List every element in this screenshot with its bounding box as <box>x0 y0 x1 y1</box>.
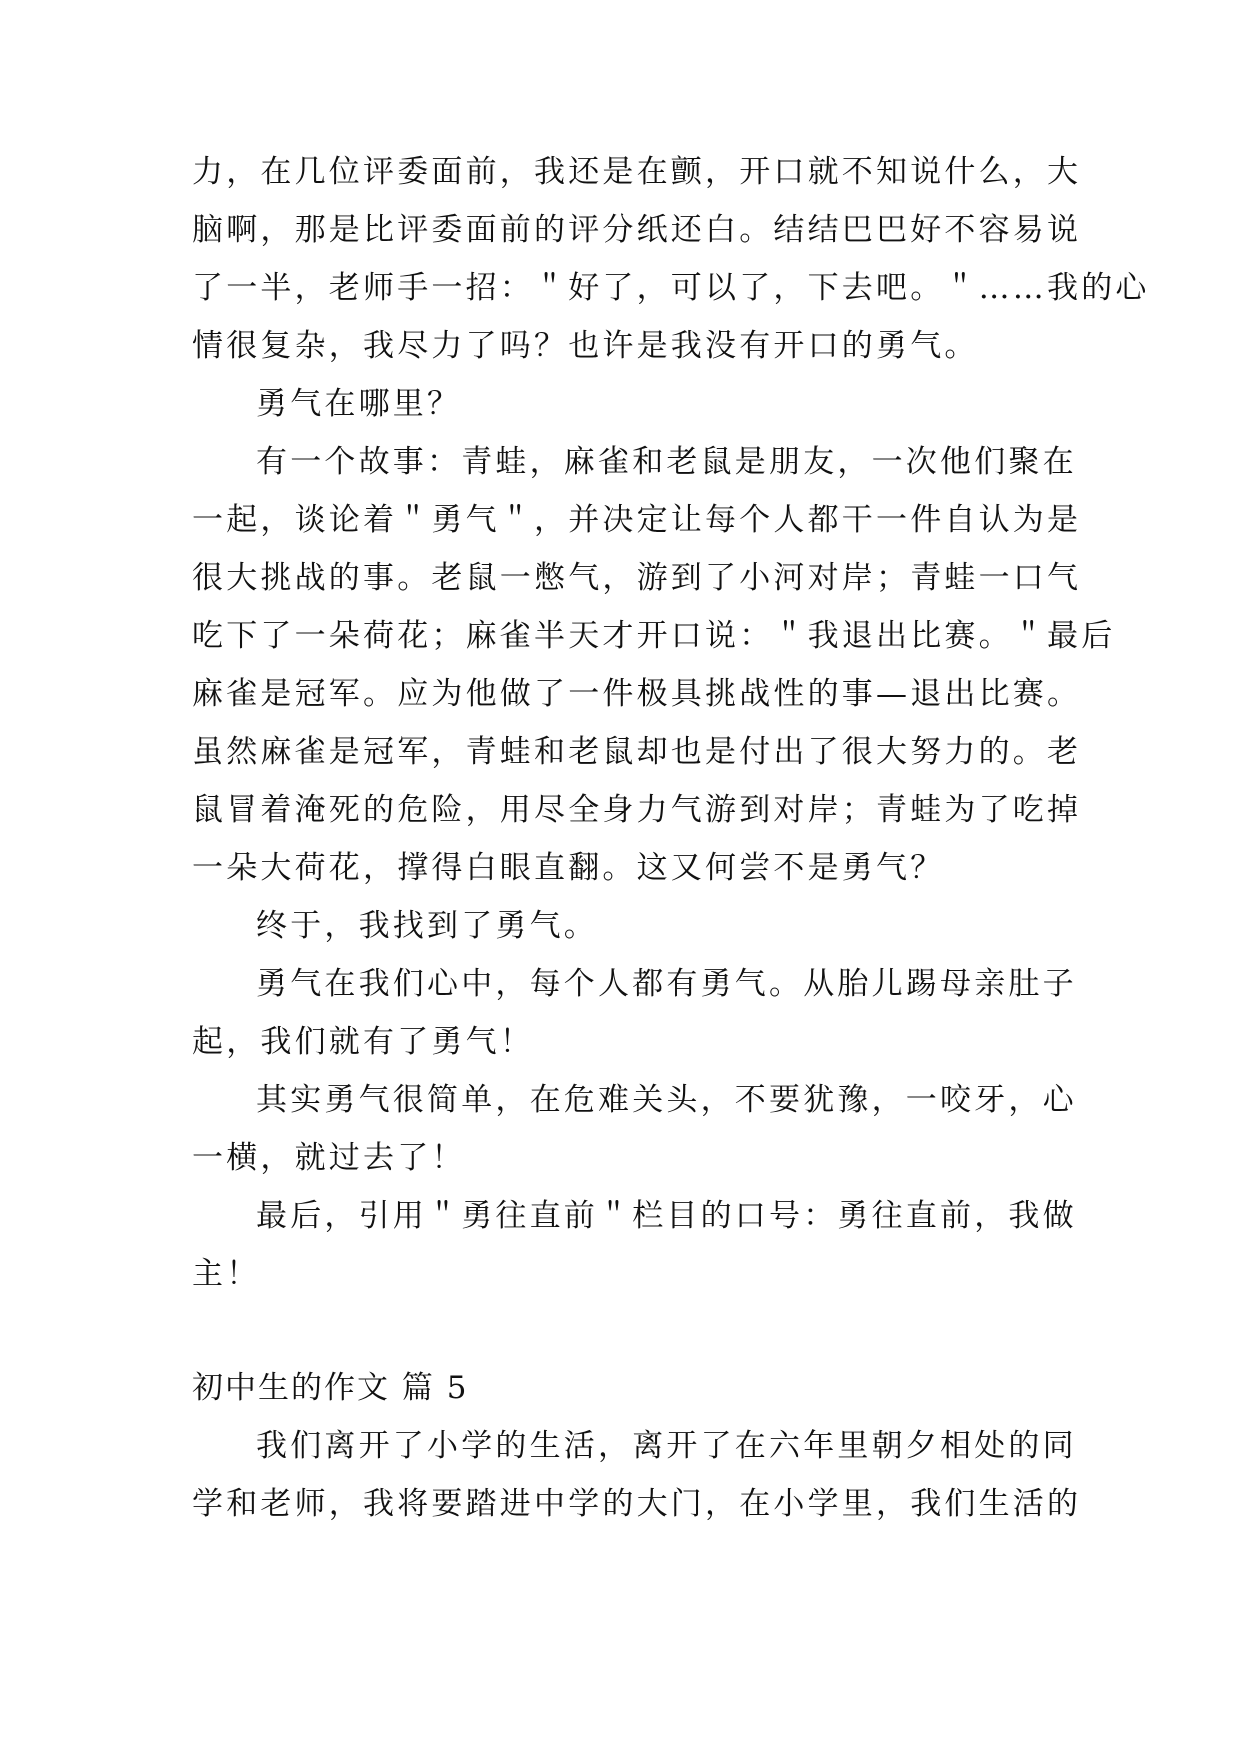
text-line: 我们离开了小学的生活，离开了在六年里朝夕相处的同 <box>256 1428 1077 1464</box>
text-line: 终于，我找到了勇气。 <box>256 908 598 944</box>
text-line: 一横，就过去了！ <box>192 1140 466 1176</box>
text-line: 学和老师，我将要踏进中学的大门，在小学里，我们生活的 <box>192 1486 1082 1522</box>
text-line: 虽然麻雀是冠军，青蛙和老鼠却也是付出了很大努力的。老 <box>192 734 1082 770</box>
text-line: 最后，引用＂勇往直前＂栏目的口号：勇往直前，我做 <box>256 1198 1077 1234</box>
text-line: 麻雀是冠军。应为他做了一件极具挑战性的事—退出比赛。 <box>192 676 1082 712</box>
text-line: 有一个故事：青蛙，麻雀和老鼠是朋友，一次他们聚在 <box>256 444 1077 480</box>
text-line: 一朵大荷花，撑得白眼直翻。这又何尝不是勇气？ <box>192 850 945 886</box>
text-line: 了一半，老师手一招：＂好了，可以了，下去吧。＂……我的心 <box>192 270 1150 306</box>
text-line: 其实勇气很简单，在危难关头，不要犹豫，一咬牙，心 <box>256 1082 1077 1118</box>
text-line: 鼠冒着淹死的危险，用尽全身力气游到对岸；青蛙为了吃掉 <box>192 792 1082 828</box>
text-line: 情很复杂，我尽力了吗？也许是我没有开口的勇气。 <box>192 328 979 364</box>
text-line: 主！ <box>192 1256 261 1292</box>
text-line: 力，在几位评委面前，我还是在颤，开口就不知说什么，大 <box>192 154 1082 190</box>
text-line: 吃下了一朵荷花；麻雀半天才开口说：＂我退出比赛。＂最后 <box>192 618 1116 654</box>
text-line: 起，我们就有了勇气！ <box>192 1024 534 1060</box>
text-line: 一起，谈论着＂勇气＂，并决定让每个人都干一件自认为是 <box>192 502 1082 538</box>
section-heading: 初中生的作文 篇 5 <box>192 1370 469 1406</box>
text-line: 很大挑战的事。老鼠一憋气，游到了小河对岸；青蛙一口气 <box>192 560 1082 596</box>
text-line: 脑啊，那是比评委面前的评分纸还白。结结巴巴好不容易说 <box>192 212 1082 248</box>
text-line: 勇气在哪里？ <box>256 386 462 422</box>
text-line: 勇气在我们心中，每个人都有勇气。从胎儿踢母亲肚子 <box>256 966 1077 1002</box>
